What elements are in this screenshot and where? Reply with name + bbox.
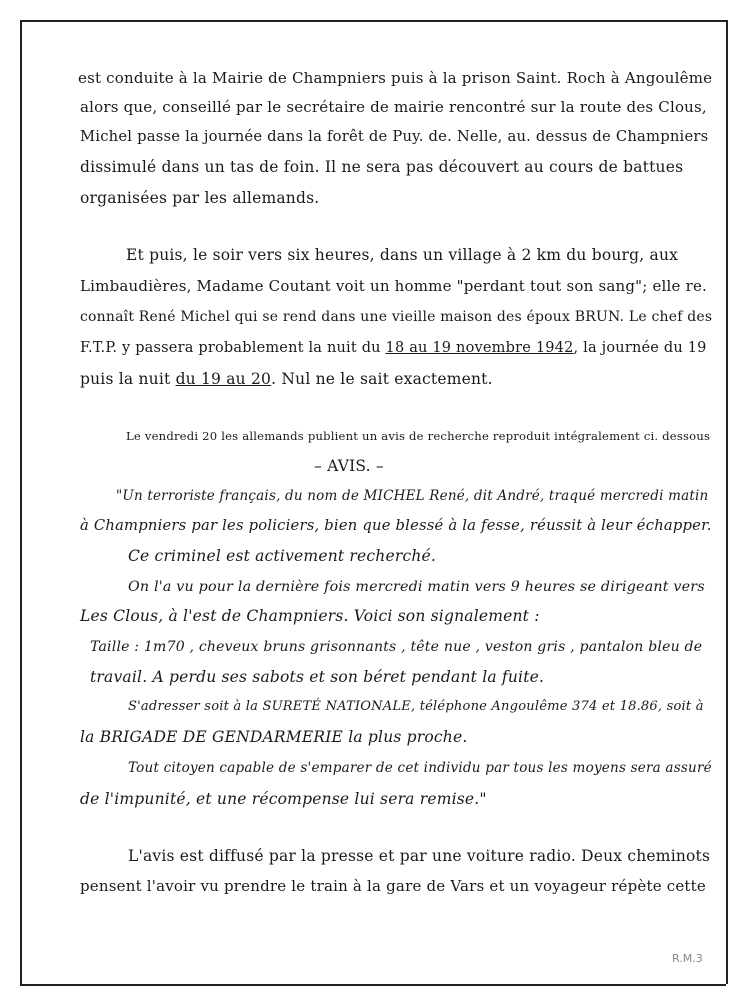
notice-line: à Champniers par les policiers, bien que blessé à la fesse, réussit à leur échapper. — [80, 517, 712, 534]
text-segment: puis la nuit — [80, 370, 176, 388]
text-line: Limbaudières, Madame Coutant voit un homme "perdant tout son sang"; elle re. — [80, 277, 708, 295]
text-line: alors que, conseillé par le secrétaire de mairie rencontré sur la route des Clous, — [80, 98, 707, 116]
notice-line: de l'impunité, et une récompense lui sera remise." — [80, 790, 487, 808]
underlined-date: du 19 au 20 — [175, 370, 272, 388]
notice-line: Ce criminel est activement recherché. — [128, 547, 437, 565]
text-line: Le vendredi 20 les allemands publient un avis de recherche reproduit intégralement ci. dessous — [126, 429, 711, 443]
notice-line: Les Clous, à l'est de Champniers. Voici son signalement : — [80, 607, 540, 625]
text-segment: . Nul ne le sait exactement. — [271, 370, 493, 388]
notice-line: "Un terroriste français, du nom de MICHEL René, dit André, traqué mercredi matin — [116, 488, 709, 504]
text-line: organisées par les allemands. — [80, 189, 320, 207]
text-segment: , la journée du 19 — [573, 340, 707, 356]
underlined-date: 18 au 19 novembre 1942 — [385, 340, 574, 356]
text-line — [80, 369, 493, 389]
text-line: Michel passe la journée dans la forêt de Puy. de. Nelle, au. dessus de Champniers — [80, 128, 709, 145]
notice-line: On l'a vu pour la dernière fois mercredi matin vers 9 heures se dirigeant vers — [128, 579, 705, 595]
notice-line: Tout citoyen capable de s'emparer de cet individu par tous les moyens sera assuré — [128, 760, 712, 776]
text-line: est conduite à la Mairie de Champniers puis à la prison Saint. Roch à Angoulême — [78, 69, 713, 87]
text-line — [80, 338, 707, 358]
notice-line: S'adresser soit à la SURETÉ NATIONALE, téléphone Angoulême 374 et 18.86, soit à — [128, 699, 704, 714]
text-line: L'avis est diffusé par la presse et par une voiture radio. Deux cheminots — [128, 847, 711, 865]
text-line: dissimulé dans un tas de foin. Il ne sera pas découvert au cours de battues — [80, 158, 684, 176]
notice-line: travail. A perdu ses sabots et son béret pendant la fuite. — [90, 668, 545, 686]
text-segment: F.T.P. y passera probablement la nuit du — [80, 340, 386, 356]
text-line: pensent l'avoir vu prendre le train à la gare de Vars et un voyageur répète cette — [80, 877, 706, 895]
text-line: connaît René Michel qui se rend dans une vieille maison des époux BRUN. Le chef des — [80, 309, 713, 325]
notice-heading: – AVIS. – — [314, 457, 384, 475]
text-line: Et puis, le soir vers six heures, dans un village à 2 km du bourg, aux — [126, 246, 679, 264]
notice-line: la BRIGADE DE GENDARMERIE la plus proche. — [80, 728, 468, 746]
page-reference: R.M.3 — [672, 952, 703, 965]
page-frame-bottom — [20, 984, 726, 986]
notice-line: Taille : 1m70 , cheveux bruns grisonnants , tête nue , veston gris , pantalon bleu de — [90, 639, 703, 655]
